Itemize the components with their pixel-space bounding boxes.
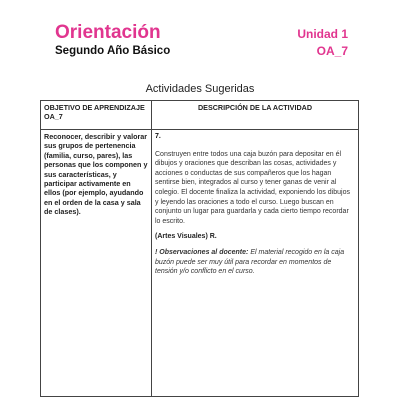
teacher-note-text: El material recogido en la caja buzón puede ser muy útil para recordar en momentos de tensión y/o conflicto en el curso.: [155, 248, 345, 276]
subject-title: Orientación: [55, 22, 161, 43]
teacher-note: [155, 248, 355, 277]
unit-label: Unidad 1: [297, 27, 348, 41]
description-cell: [152, 130, 359, 397]
objective-header: OBJETIVO DE APRENDIZAJE OA_7: [41, 101, 152, 130]
oa-label: OA_7: [316, 44, 348, 58]
arts-tag: (Artes Visuales) R.: [155, 233, 217, 241]
table-header-row: [41, 101, 359, 130]
section-title: Actividades Sugeridas: [145, 83, 255, 95]
activity-text: Construyen entre todos una caja buzón para depositar en él dibujos y oraciones que describan las cosas, actividades y acciones o conductas de sus compañeros que los hagan sentirse bien, integrados al curso y tener ganas de venir al colegio. El docente finaliza la actividad, exponiendo los dibujos y leyendo las oraciones a todo el curso. Luego buscan en conjunto un lugar para guardarla y cada cierto tiempo recordar lo escrito.: [155, 150, 350, 225]
objective-cell: Reconocer, describir y valorar sus grupos de pertenencia (familia, curso, pares), las personas que los componen y sus características, y participar activamente en ellos (por ejemplo, ayudando en el orden de la casa y sala de clases).: [41, 130, 152, 397]
table-row: [41, 130, 359, 397]
activity-table: [40, 100, 359, 397]
course-title: Segundo Año Básico: [55, 45, 171, 57]
activity-number: 7.: [155, 133, 161, 140]
description-header: DESCRIPCIÓN DE LA ACTIVIDAD: [152, 101, 359, 130]
teacher-note-label: ! Observaciones al docente:: [155, 248, 249, 256]
